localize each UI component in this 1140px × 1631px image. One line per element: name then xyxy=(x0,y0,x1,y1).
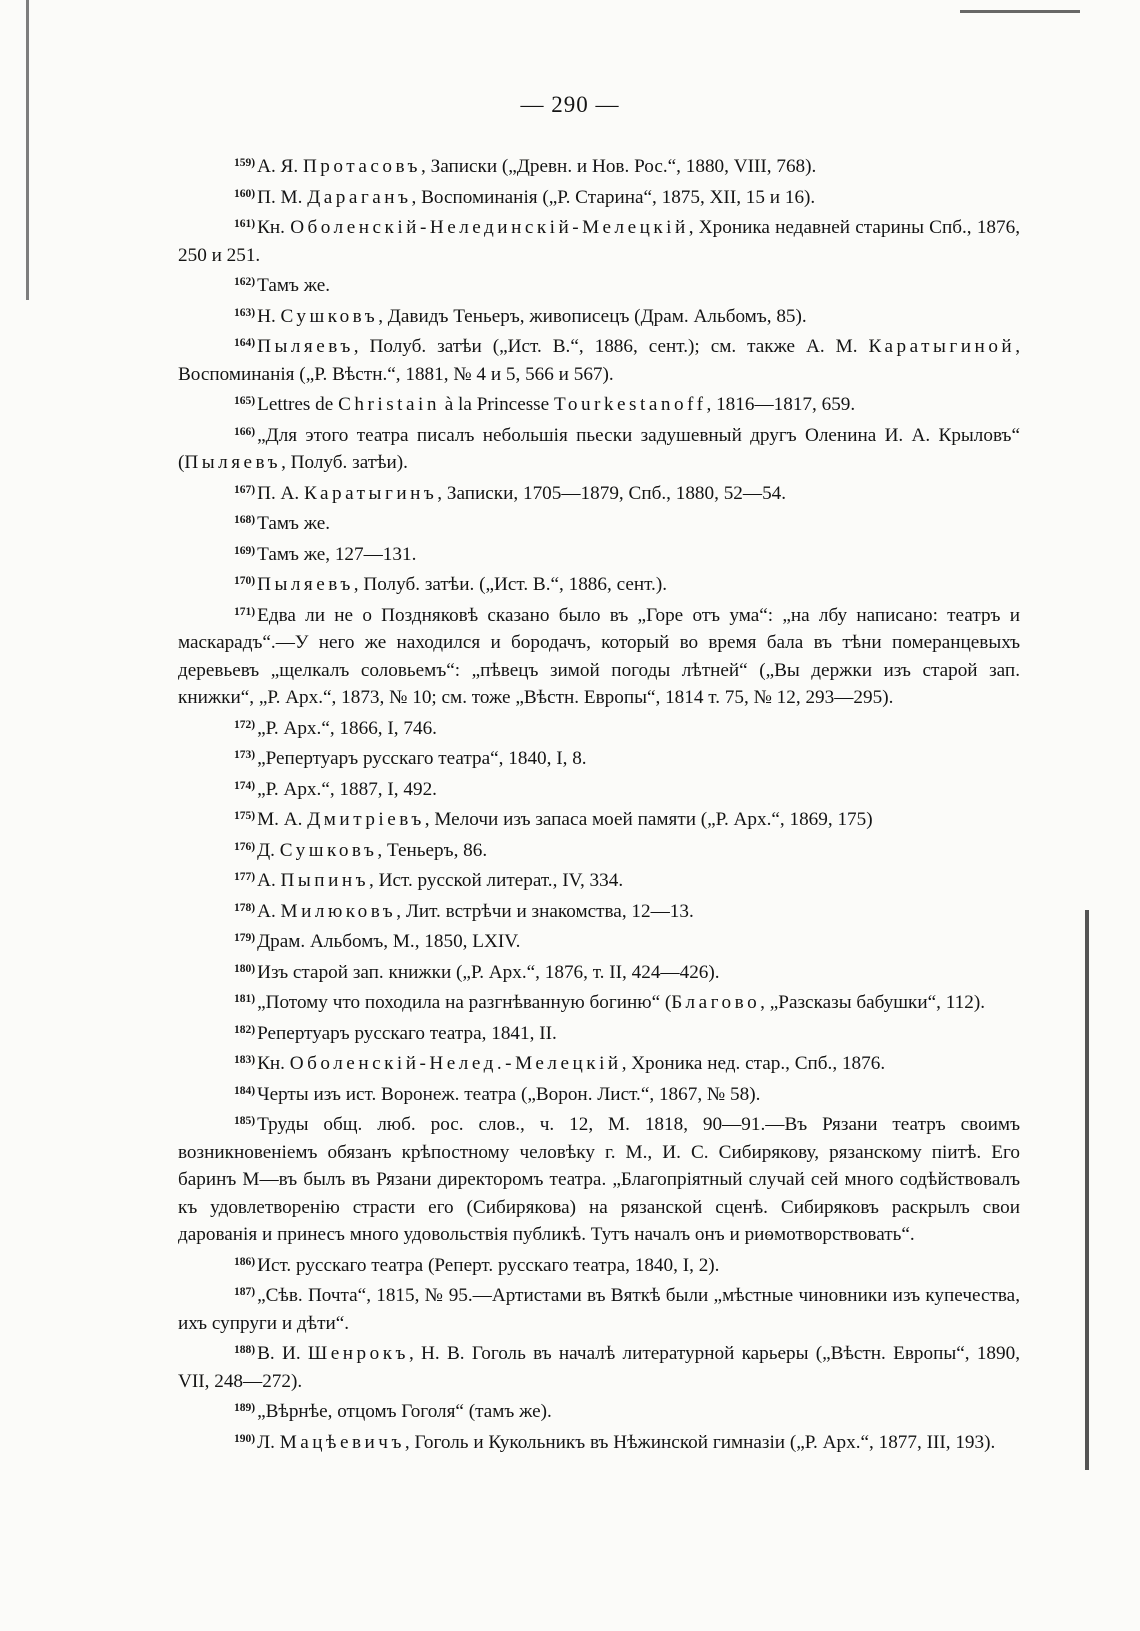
footnote-author-name: Пыляевъ xyxy=(257,336,354,357)
footnote-text: à la Princesse xyxy=(439,394,554,415)
footnote-author-name: Протасовъ xyxy=(302,156,421,177)
footnote-number: 183) xyxy=(234,1054,256,1066)
footnote-text: Н. xyxy=(257,305,281,327)
scan-edge-mark-right xyxy=(1085,910,1089,1470)
footnote-number: 175) xyxy=(234,810,256,822)
footnote-number: 165) xyxy=(234,395,256,407)
footnote-number: 173) xyxy=(234,749,256,761)
footnote-number: 189) xyxy=(234,1402,256,1414)
footnote-number: 186) xyxy=(234,1255,256,1268)
footnote-number: 180) xyxy=(234,962,256,975)
footnote-164 xyxy=(178,330,1020,388)
footnote-text: , Хроника нед. стар., Спб., 1876. xyxy=(621,1053,886,1074)
footnote-number: 168) xyxy=(234,514,256,526)
footnote-text: Тамъ же. xyxy=(257,513,331,534)
footnote-171 xyxy=(178,599,1020,712)
footnote-number: 167) xyxy=(234,483,256,496)
footnote-183 xyxy=(178,1047,1020,1078)
footnote-number: 162) xyxy=(234,276,256,288)
footnote-number: 164) xyxy=(234,337,256,349)
footnote-author-name: Милюковъ xyxy=(280,900,397,922)
footnote-author-name: Каратыгинъ xyxy=(304,482,438,504)
footnote-176 xyxy=(178,834,1020,865)
footnote-text: „Р. Арх.“, 1887, I, 492. xyxy=(257,778,437,800)
footnote-text: Л. xyxy=(257,1431,280,1453)
footnote-number: 178) xyxy=(234,901,256,914)
footnote-author-name: Мацѣевичъ xyxy=(279,1431,405,1453)
footnote-text: Изъ старой зап. книжки („Р. Арх.“, 1876, т. II, 424—426). xyxy=(257,961,720,983)
footnote-179 xyxy=(178,925,1020,956)
footnote-text: , Лит. встрѣчи и знакомства, 12—13. xyxy=(396,900,694,922)
footnote-190 xyxy=(178,1426,1020,1457)
footnote-188 xyxy=(178,1337,1020,1395)
footnote-162 xyxy=(178,269,1020,300)
footnote-text: , Мелочи изъ запаса моей памяти („Р. Арх.“, 1869, 175) xyxy=(424,809,873,830)
footnote-text: Труды общ. люб. рос. слов., ч. 12, М. 1818, 90—91.—Въ Рязани театръ своимъ возникновеніемъ обязанъ крѣпостному человѣку г. М., И. С. Сибирякову, рязанскому піитѣ. Его баринъ М—въ былъ въ Рязани директоромъ театра. „Благопріятный случай сей много содѣйствовалъ къ удовлетворенію страсти его (Сибирякова) на рязанской сценѣ. Сибиряковъ раскрылъ свои дарованія и принесъ много удовольствія публикѣ. Тутъ началъ онъ и риѳмотворствовать“. xyxy=(178,1114,1020,1245)
footnote-text: „Р. Арх.“, 1866, I, 746. xyxy=(257,717,437,739)
footnotes-list xyxy=(178,150,1020,1456)
footnote-number: 172) xyxy=(234,718,256,731)
footnote-author-name: Сушковъ xyxy=(280,305,379,327)
footnote-187 xyxy=(178,1279,1020,1337)
footnote-text: , Воспоминанія („Р. Старина“, 1875, XII, 15 и 16). xyxy=(411,186,816,208)
footnote-text: „Сѣв. Почта“, 1815, № 95.—Артистами въ Вяткѣ были „мѣстные чиновники изъ купечества, ихъ супруги и дѣти“. xyxy=(178,1285,1020,1334)
footnote-182 xyxy=(178,1017,1020,1048)
footnote-161 xyxy=(178,211,1020,269)
footnote-159 xyxy=(178,150,1020,181)
footnote-author-name: Дмитріевъ xyxy=(307,809,425,830)
footnote-text: Lettres de xyxy=(257,394,339,415)
footnote-text: , Теньеръ, 86. xyxy=(377,839,488,861)
footnote-number: 176) xyxy=(234,840,256,853)
footnote-author-name: Сушковъ xyxy=(279,839,378,861)
footnote-author-name: Дараганъ xyxy=(307,186,412,208)
footnote-177 xyxy=(178,864,1020,895)
footnote-number: 163) xyxy=(234,306,256,319)
footnote-169 xyxy=(178,538,1020,569)
footnote-168 xyxy=(178,507,1020,538)
footnote-181 xyxy=(178,986,1020,1017)
footnote-number: 159) xyxy=(234,157,256,169)
footnote-184 xyxy=(178,1078,1020,1109)
footnote-160 xyxy=(178,181,1020,212)
footnote-text: , Гоголь и Кукольникъ въ Нѣжинской гимназіи („Р. Арх.“, 1877, III, 193). xyxy=(404,1431,996,1453)
footnote-number: 181) xyxy=(234,993,256,1005)
footnote-165 xyxy=(178,388,1020,419)
footnote-text: , Записки („Древн. и Нов. Рос.“, 1880, VIII, 768). xyxy=(420,156,817,177)
footnote-189 xyxy=(178,1395,1020,1426)
footnote-number: 174) xyxy=(234,779,256,792)
footnote-number: 166) xyxy=(234,425,256,438)
footnote-number: 169) xyxy=(234,544,256,557)
footnote-author-name: Tourkestanoff xyxy=(553,394,707,415)
footnote-text: А. Я. xyxy=(257,156,303,177)
scan-edge-mark-left xyxy=(26,0,29,300)
footnote-number: 170) xyxy=(234,575,256,587)
footnote-number: 185) xyxy=(234,1115,256,1127)
footnote-author-name: Пыпинъ xyxy=(280,870,370,891)
scan-edge-mark-top xyxy=(960,10,1080,13)
footnote-text: Д. xyxy=(257,839,280,861)
footnote-text: , Записки, 1705—1879, Спб., 1880, 52—54. xyxy=(437,482,787,504)
footnote-number: 187) xyxy=(234,1286,256,1298)
footnote-text: Тамъ же. xyxy=(257,275,331,296)
footnote-text: „Для этого театра писалъ небольшія пьески задушевный другъ Оленина И. А. Крыловъ“ ( xyxy=(178,424,1020,473)
footnote-text: „Репертуаръ русскаго театра“, 1840, I, 8. xyxy=(257,748,587,769)
footnote-178 xyxy=(178,895,1020,926)
footnote-author-name: Благово xyxy=(671,992,761,1013)
footnote-number: 161) xyxy=(234,218,256,230)
footnote-180 xyxy=(178,956,1020,987)
footnote-number: 177) xyxy=(234,871,256,883)
footnote-text: Кн. xyxy=(257,1053,290,1074)
footnote-number: 190) xyxy=(234,1432,256,1445)
footnote-number: 182) xyxy=(234,1023,256,1036)
footnote-text: „Вѣрнѣе, отцомъ Гоголя“ (тамъ же). xyxy=(257,1401,552,1422)
footnote-number: 171) xyxy=(234,605,256,618)
footnote-text: , Давидъ Теньеръ, живописецъ (Драм. Альбомъ, 85). xyxy=(378,305,807,327)
footnote-author-name: Пыляевъ xyxy=(257,574,354,595)
footnote-text: , Полуб. затѣи („Ист. В.“, 1886, сент.); см. также А. М. xyxy=(353,336,869,357)
footnote-author-name: Оболенскій-Нелединскій-Мелецкій xyxy=(290,217,689,238)
footnote-text: , 1816—1817, 659. xyxy=(706,394,856,415)
footnote-text: Едва ли не о Поздняковѣ сказано было въ „Горе отъ ума“: „на лбу написано: театръ и маскарадъ“.—У него же находился и бородачъ, который во время бала въ тѣни померанцевыхъ деревьевъ „щелкалъ соловьемъ“: „пѣвецъ зимой погоды лѣтней“ („Вы держки изъ старой зап. книжки“, „Р. Арх.“, 1873, № 10; см. тоже „Вѣстн. Европы“, 1814 т. 75, № 12, 293—295). xyxy=(178,604,1020,708)
footnote-text: , Воспоминанія („Р. Вѣстн.“, 1881, № 4 и 5, 566 и 567). xyxy=(178,336,1020,385)
footnote-text: Черты изъ ист. Воронеж. театра („Ворон. Лист.“, 1867, № 58). xyxy=(257,1083,761,1105)
footnote-author-name: Пыляевъ xyxy=(184,452,282,473)
footnote-174 xyxy=(178,773,1020,804)
footnote-166 xyxy=(178,419,1020,477)
footnote-number: 179) xyxy=(234,932,256,944)
footnote-author-name: Оболенскій-Нелед.-Мелецкій xyxy=(289,1053,622,1074)
footnote-text: , Полуб. затѣи. („Ист. В.“, 1886, сент.). xyxy=(353,574,668,595)
footnote-text: Драм. Альбомъ, М., 1850, LXIV. xyxy=(257,931,521,952)
footnote-text: В. И. xyxy=(257,1343,308,1364)
footnote-170 xyxy=(178,568,1020,599)
footnote-number: 160) xyxy=(234,187,256,200)
footnote-text: А. xyxy=(257,870,281,891)
footnote-text: П. А. xyxy=(257,482,304,504)
footnote-163 xyxy=(178,300,1020,331)
footnote-text: „Потому что походила на разгнѣванную богиню“ ( xyxy=(257,992,672,1013)
footnote-number: 184) xyxy=(234,1084,256,1097)
footnote-text: , Ист. русской литерат., IV, 334. xyxy=(369,870,624,891)
footnote-text: П. М. xyxy=(257,186,308,208)
footnote-175 xyxy=(178,803,1020,834)
footnote-number: 188) xyxy=(234,1344,256,1356)
footnote-author-name: Каратыгиной xyxy=(868,336,1016,357)
footnote-text: М. А. xyxy=(257,809,308,830)
footnote-text: Тамъ же, 127—131. xyxy=(257,543,417,565)
footnote-186 xyxy=(178,1249,1020,1280)
footnote-text: , Н. В. Гоголь въ началѣ литературной карьеры („Вѣстн. Европы“, 1890, VII, 248—272). xyxy=(178,1343,1021,1392)
footnote-text: , Полуб. затѣи). xyxy=(281,452,408,473)
footnote-185 xyxy=(178,1108,1020,1249)
footnote-167 xyxy=(178,477,1020,508)
footnote-text: Кн. xyxy=(257,217,291,238)
footnote-author-name: Шенрокъ xyxy=(307,1343,409,1364)
footnote-text: А. xyxy=(257,900,281,922)
footnote-172 xyxy=(178,712,1020,743)
footnote-text: , „Разсказы бабушки“, 112). xyxy=(760,992,986,1013)
footnote-text: Ист. русскаго театра (Реперт. русскаго театра, 1840, I, 2). xyxy=(257,1254,720,1276)
footnote-173 xyxy=(178,742,1020,773)
footnote-author-name: Christain xyxy=(338,394,440,415)
footnote-text: , Хроника недавней старины Спб., 1876, 250 и 251. xyxy=(178,217,1020,266)
footnote-text: Репертуаръ русскаго театра, 1841, II. xyxy=(257,1022,557,1044)
page-number: — 290 — xyxy=(520,92,620,117)
